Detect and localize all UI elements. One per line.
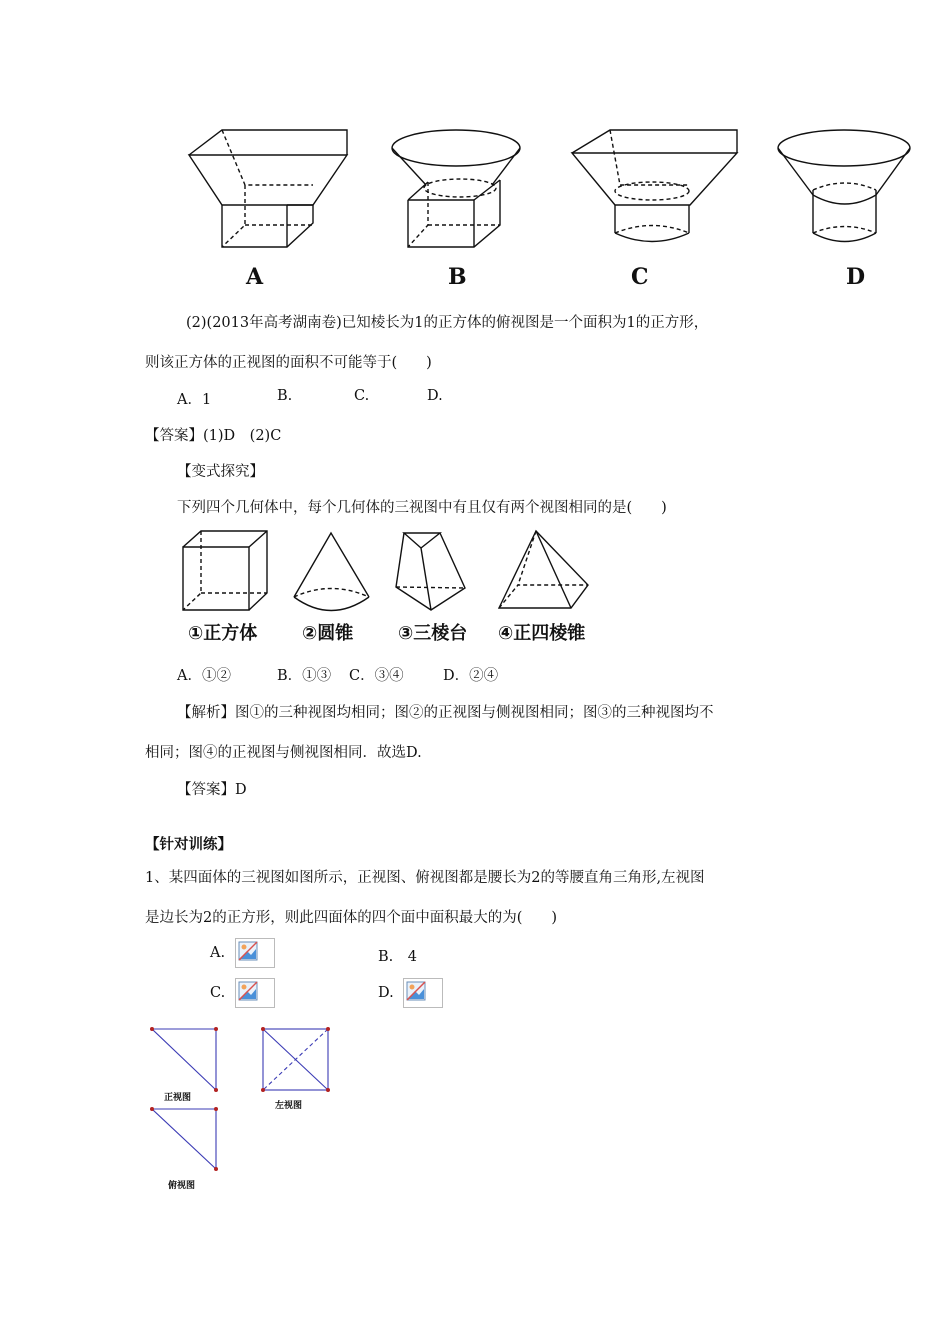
q2-option-d: D.: [427, 388, 443, 404]
label-c: C: [631, 264, 649, 290]
cone-shape: [294, 533, 369, 611]
solid-d: [778, 130, 910, 242]
training-option-b: B. 4: [378, 949, 417, 965]
variant-option-c: C．③④: [349, 668, 404, 684]
variant-answer: 【答案】D: [177, 782, 247, 798]
cube-shape: [183, 531, 267, 610]
broken-image-icon: [403, 978, 443, 1008]
variant-option-b: B．①③: [277, 668, 332, 684]
three-view-figure: [145, 1022, 345, 1192]
label-b: B: [448, 264, 467, 290]
answer-1: 【答案】(1)D (2)C: [145, 428, 282, 444]
solid-b: [392, 130, 520, 247]
variant-option-a: A．①②: [177, 668, 231, 684]
q2-line1: (2)(2013年高考湖南卷)已知棱长为1的正方体的俯视图是一个面积为1的正方形，: [186, 315, 709, 331]
variant-question: 下列四个几何体中，每个几何体的三视图中有且仅有两个视图相同的是( ): [177, 500, 667, 516]
training-option-a: A.: [210, 945, 226, 961]
analysis-line2: 相同；图④的正视图与侧视图相同．故选D.: [145, 745, 422, 761]
left-view: [263, 1029, 328, 1090]
front-view-label: 正视图: [164, 1093, 192, 1103]
label-d: D: [846, 264, 866, 290]
variant-option-d: D．②④: [443, 668, 499, 684]
broken-image-icon: [235, 938, 275, 968]
label-a: A: [246, 264, 264, 290]
analysis-line1: 【解析】图①的三种视图均相同；图②的正视图与侧视图相同；图③的三种视图均不: [177, 705, 714, 721]
top-view-label: 俯视图: [168, 1181, 196, 1191]
solids-figure-2: [175, 525, 615, 620]
q2-option-b: B.: [277, 388, 293, 404]
solid-a: [189, 130, 347, 247]
left-view-label: 左视图: [275, 1101, 303, 1111]
training-q1-line1: 1、某四面体的三视图如图所示，正视图、俯视图都是腰长为2的等腰直角三角形,左视图: [145, 870, 705, 886]
solid-c: [572, 130, 737, 242]
training-option-c: C.: [210, 985, 226, 1001]
q2-option-c: C.: [354, 388, 370, 404]
solids-figure-1: [180, 125, 920, 265]
pyramid-shape: [499, 531, 588, 608]
shape-label-pyramid: ④正四棱锥: [498, 623, 586, 644]
variant-heading: 【变式探究】: [177, 464, 264, 480]
shape-label-cone: ②圆锥: [302, 623, 354, 644]
q2-line2: 则该正方体的正视图的面积不可能等于( ): [145, 355, 432, 371]
frustum-shape: [396, 533, 465, 610]
broken-image-icon: [235, 978, 275, 1008]
training-q1-line2: 是边长为2的正方形，则此四面体的四个面中面积最大的为( ): [145, 910, 558, 926]
training-option-d: D.: [378, 985, 394, 1001]
front-view: [152, 1029, 216, 1090]
top-view: [152, 1109, 216, 1169]
shape-label-frustum: ③三棱台: [398, 623, 468, 644]
q2-option-a: A．1: [177, 392, 212, 408]
shape-label-cube: ①正方体: [188, 623, 258, 644]
training-heading: 【针对训练】: [145, 836, 232, 853]
